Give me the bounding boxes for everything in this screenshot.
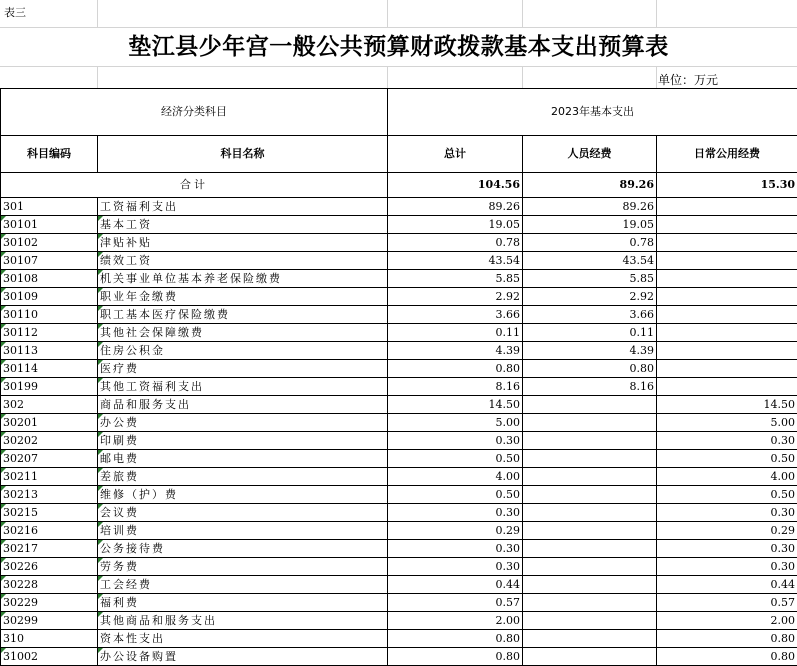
cell-personnel [523, 648, 657, 666]
table-row [1, 432, 797, 450]
cell-public [657, 198, 797, 216]
cell-name: 资本性支出 [98, 630, 388, 648]
cell-name: 差旅费 [98, 468, 388, 486]
cell-name: 工会经费 [98, 576, 388, 594]
cell-code: 30216 [1, 522, 98, 540]
table-row [1, 270, 797, 288]
cell-name: 福利费 [98, 594, 388, 612]
cell-personnel: 89.26 [523, 198, 657, 216]
cell-personnel [523, 432, 657, 450]
cell-code: 30199 [1, 378, 98, 396]
cell-public [657, 324, 797, 342]
cell-total: 4.39 [388, 342, 523, 360]
cell-code: 301 [1, 198, 98, 216]
cell-name: 职工基本医疗保险缴费 [98, 306, 388, 324]
cell-name: 办公设备购置 [98, 648, 388, 666]
cell-code: 30101 [1, 216, 98, 234]
cell-total: 5.00 [388, 414, 523, 432]
table-row [1, 360, 797, 378]
cell-code: 30226 [1, 558, 98, 576]
cell-code: 30299 [1, 612, 98, 630]
col-header-code: 科目编码 [1, 136, 98, 173]
cell-public: 0.50 [657, 486, 797, 504]
cell-code: 30108 [1, 270, 98, 288]
cell-code: 30113 [1, 342, 98, 360]
table-row [1, 324, 797, 342]
cell-total: 14.50 [388, 396, 523, 414]
table-row [1, 414, 797, 432]
cell-total: 0.30 [388, 504, 523, 522]
cell-public: 0.50 [657, 450, 797, 468]
table-row [1, 288, 797, 306]
sheet-tag: 表三 [4, 6, 26, 19]
cell-public [657, 360, 797, 378]
cell-name: 其他商品和服务支出 [98, 612, 388, 630]
cell-personnel [523, 396, 657, 414]
cell-public [657, 342, 797, 360]
cell-code: 30211 [1, 468, 98, 486]
year-group-header: 2023年基本支出 [388, 89, 797, 136]
cell-public [657, 288, 797, 306]
total-public: 15.30 [657, 173, 797, 198]
cell-personnel: 19.05 [523, 216, 657, 234]
table-row [1, 648, 797, 666]
cell-public [657, 234, 797, 252]
cell-name: 津贴补贴 [98, 234, 388, 252]
table-row [1, 306, 797, 324]
cell-total: 0.29 [388, 522, 523, 540]
cell-code: 30213 [1, 486, 98, 504]
cell-personnel [523, 450, 657, 468]
cell-name: 商品和服务支出 [98, 396, 388, 414]
cell-name: 维修（护）费 [98, 486, 388, 504]
cell-public: 14.50 [657, 396, 797, 414]
cell-personnel: 0.78 [523, 234, 657, 252]
cell-total: 3.66 [388, 306, 523, 324]
cell-code: 30112 [1, 324, 98, 342]
cell-public: 0.30 [657, 432, 797, 450]
cell-total: 2.92 [388, 288, 523, 306]
table-row [1, 378, 797, 396]
table-row [1, 612, 797, 630]
cell-public: 0.44 [657, 576, 797, 594]
header-row-columns [1, 136, 797, 173]
cell-personnel [523, 612, 657, 630]
cell-public: 0.80 [657, 630, 797, 648]
cell-public [657, 378, 797, 396]
cell-name: 劳务费 [98, 558, 388, 576]
cell-personnel: 8.16 [523, 378, 657, 396]
cell-name: 工资福利支出 [98, 198, 388, 216]
cell-personnel [523, 540, 657, 558]
cell-personnel: 0.80 [523, 360, 657, 378]
cell-total: 89.26 [388, 198, 523, 216]
cell-total: 0.80 [388, 648, 523, 666]
cell-personnel [523, 504, 657, 522]
cell-public [657, 270, 797, 288]
cell-personnel [523, 486, 657, 504]
cell-total: 0.50 [388, 486, 523, 504]
cell-code: 310 [1, 630, 98, 648]
cell-code: 30102 [1, 234, 98, 252]
table-row [1, 198, 797, 216]
cell-personnel [523, 558, 657, 576]
table-row [1, 342, 797, 360]
cell-name: 邮电费 [98, 450, 388, 468]
col-header-personnel: 人员经费 [523, 136, 657, 173]
cell-public: 0.30 [657, 540, 797, 558]
cell-total: 0.80 [388, 630, 523, 648]
table-row [1, 594, 797, 612]
col-header-name: 科目名称 [98, 136, 388, 173]
cell-personnel: 0.11 [523, 324, 657, 342]
cell-total: 0.80 [388, 360, 523, 378]
cell-name: 培训费 [98, 522, 388, 540]
cell-public [657, 216, 797, 234]
cell-public [657, 306, 797, 324]
cell-public: 0.30 [657, 504, 797, 522]
cell-total: 0.11 [388, 324, 523, 342]
table-row [1, 504, 797, 522]
page-title: 垫江县少年宫一般公共预算财政拨款基本支出预算表 [128, 34, 669, 60]
table-row [1, 216, 797, 234]
cell-personnel: 43.54 [523, 252, 657, 270]
cell-personnel [523, 576, 657, 594]
cell-total: 0.57 [388, 594, 523, 612]
cell-total: 8.16 [388, 378, 523, 396]
total-label: 合计 [1, 173, 388, 198]
cell-code: 30201 [1, 414, 98, 432]
cell-personnel: 5.85 [523, 270, 657, 288]
cell-personnel [523, 468, 657, 486]
cell-personnel [523, 522, 657, 540]
cell-total: 19.05 [388, 216, 523, 234]
header-row-group [1, 89, 797, 136]
total-total: 104.56 [388, 173, 523, 198]
budget-table [0, 88, 797, 666]
cell-public [657, 252, 797, 270]
econ-group-header: 经济分类科目 [1, 89, 388, 136]
cell-name: 其他工资福利支出 [98, 378, 388, 396]
table-row [1, 576, 797, 594]
cell-total: 5.85 [388, 270, 523, 288]
cell-total: 43.54 [388, 252, 523, 270]
cell-code: 30215 [1, 504, 98, 522]
cell-personnel [523, 594, 657, 612]
cell-code: 30207 [1, 450, 98, 468]
cell-public: 2.00 [657, 612, 797, 630]
cell-code: 30107 [1, 252, 98, 270]
cell-name: 公务接待费 [98, 540, 388, 558]
cell-code: 30110 [1, 306, 98, 324]
table-row [1, 450, 797, 468]
table-row [1, 468, 797, 486]
cell-total: 4.00 [388, 468, 523, 486]
cell-code: 30217 [1, 540, 98, 558]
cell-name: 机关事业单位基本养老保险缴费 [98, 270, 388, 288]
cell-name: 基本工资 [98, 216, 388, 234]
cell-name: 医疗费 [98, 360, 388, 378]
cell-public: 0.30 [657, 558, 797, 576]
cell-name: 办公费 [98, 414, 388, 432]
cell-personnel: 2.92 [523, 288, 657, 306]
total-row [1, 173, 797, 198]
cell-public: 0.57 [657, 594, 797, 612]
cell-public: 4.00 [657, 468, 797, 486]
table-row [1, 522, 797, 540]
table-row [1, 630, 797, 648]
col-header-total: 总计 [388, 136, 523, 173]
cell-total: 0.30 [388, 432, 523, 450]
table-row [1, 486, 797, 504]
cell-code: 30229 [1, 594, 98, 612]
cell-public: 0.80 [657, 648, 797, 666]
cell-personnel: 4.39 [523, 342, 657, 360]
cell-total: 0.30 [388, 558, 523, 576]
cell-total: 0.78 [388, 234, 523, 252]
cell-name: 绩效工资 [98, 252, 388, 270]
cell-name: 住房公积金 [98, 342, 388, 360]
cell-name: 印刷费 [98, 432, 388, 450]
cell-total: 0.30 [388, 540, 523, 558]
cell-code: 30114 [1, 360, 98, 378]
table-row [1, 558, 797, 576]
unit-label: 单位：万元 [658, 73, 719, 87]
cell-code: 30228 [1, 576, 98, 594]
cell-code: 302 [1, 396, 98, 414]
cell-personnel [523, 414, 657, 432]
cell-total: 0.44 [388, 576, 523, 594]
cell-code: 30202 [1, 432, 98, 450]
cell-public: 5.00 [657, 414, 797, 432]
cell-code: 30109 [1, 288, 98, 306]
cell-code: 31002 [1, 648, 98, 666]
cell-name: 会议费 [98, 504, 388, 522]
cell-total: 0.50 [388, 450, 523, 468]
cell-name: 其他社会保障缴费 [98, 324, 388, 342]
table-row [1, 396, 797, 414]
cell-total: 2.00 [388, 612, 523, 630]
cell-name: 职业年金缴费 [98, 288, 388, 306]
cell-public: 0.29 [657, 522, 797, 540]
table-row [1, 540, 797, 558]
table-row [1, 252, 797, 270]
table-row [1, 234, 797, 252]
col-header-public: 日常公用经费 [657, 136, 797, 173]
total-personnel: 89.26 [523, 173, 657, 198]
cell-personnel [523, 630, 657, 648]
cell-personnel: 3.66 [523, 306, 657, 324]
